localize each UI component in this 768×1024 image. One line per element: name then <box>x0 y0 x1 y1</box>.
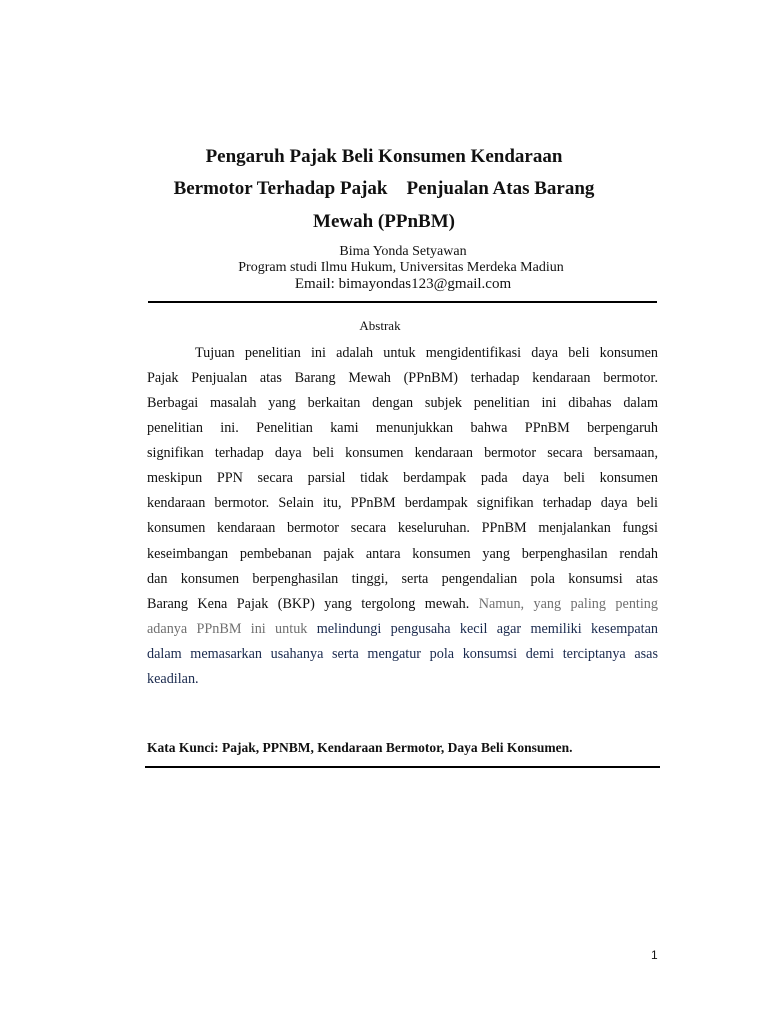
title-line-1: Pengaruh Pajak Beli Konsumen Kendaraan <box>205 146 563 167</box>
abstract-line: konsumen kendaraan bermotor secara keseluruhan. PPnBM menjalankan fungsi <box>147 520 658 536</box>
abstract-line: Pajak Penjualan atas Barang Mewah (PPnBM) terhadap kendaraan bermotor. <box>147 370 658 386</box>
abstract-line <box>147 595 658 613</box>
abstract-text-gray: Namun, yang paling penting <box>469 596 658 612</box>
author-affiliation: Program studi Ilmu Hukum, Universitas Merdeka Madiun <box>238 260 564 275</box>
footer-rule <box>145 766 660 768</box>
abstract-line <box>147 620 658 638</box>
abstract-line: meskipun PPN secara parsial tidak berdampak pada daya beli konsumen <box>147 470 658 486</box>
author-name: Bima Yonda Setyawan <box>339 244 467 259</box>
abstract-text-navy: melindungi pengusaha kecil agar memiliki kesempatan <box>307 621 658 637</box>
abstract-text-gray: adanya PPnBM ini untuk <box>147 621 308 637</box>
keywords: Kata Kunci: Pajak, PPNBM, Kendaraan Bermotor, Daya Beli Konsumen. <box>147 740 573 755</box>
abstract-line: Berbagai masalah yang berkaitan dengan subjek penelitian ini dibahas dalam <box>147 395 658 411</box>
abstract-heading: Abstrak <box>359 318 401 333</box>
title-line-3: Mewah (PPnBM) <box>313 211 455 232</box>
abstract-line: kendaraan bermotor. Selain itu, PPnBM berdampak signifikan terhadap daya beli <box>147 495 658 511</box>
abstract-line: dalam memasarkan usahanya serta mengatur pola konsumsi demi terciptanya asas <box>147 646 658 662</box>
abstract-line: keseimbangan pembebanan pajak antara konsumen yang berpenghasilan rendah <box>147 546 658 562</box>
abstract-line: dan konsumen berpenghasilan tinggi, serta pengendalian pola konsumsi atas <box>147 571 658 587</box>
page-number: 1 <box>651 948 658 962</box>
title-line-2: Bermotor Terhadap Pajak Penjualan Atas Barang <box>173 178 595 199</box>
abstract-line: keadilan. <box>147 671 199 687</box>
abstract-line: Tujuan penelitian ini adalah untuk mengidentifikasi daya beli konsumen <box>195 345 658 361</box>
author-email: Email: bimayondas123@gmail.com <box>294 276 512 292</box>
header-rule <box>148 301 657 303</box>
abstract-line: signifikan terhadap daya beli konsumen kendaraan bermotor secara bersamaan, <box>147 445 658 461</box>
abstract-line: penelitian ini. Penelitian kami menunjukkan bahwa PPnBM berpengaruh <box>147 420 658 436</box>
abstract-text: Barang Kena Pajak (BKP) yang tergolong mewah. <box>147 596 470 612</box>
